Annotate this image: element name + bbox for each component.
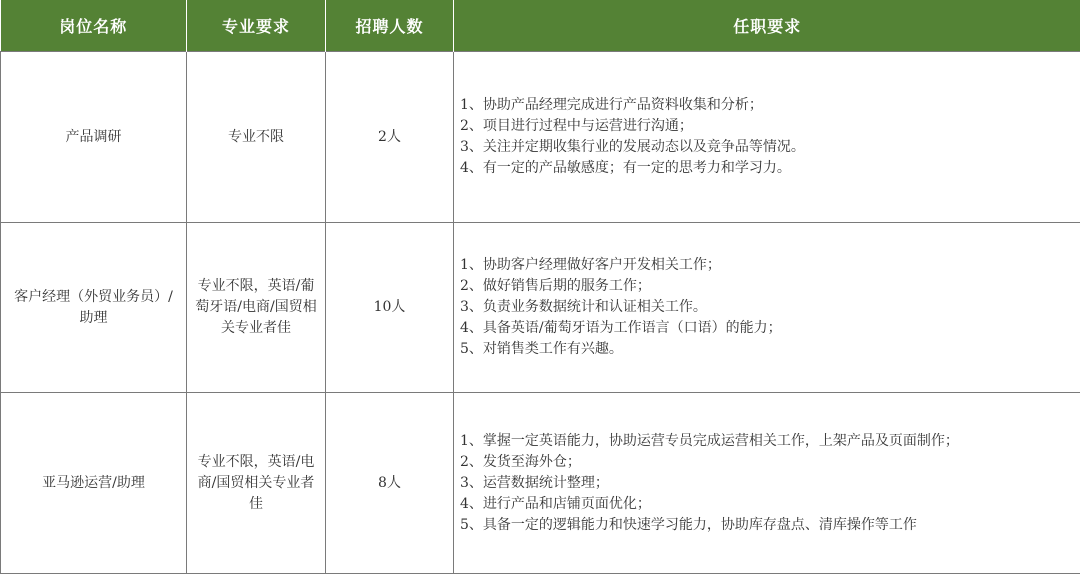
- requirement-line: 2、项目进行过程中与运营进行沟通；: [460, 118, 693, 134]
- requirement-line: 5、具备一定的逻辑能力和快速学习能力，协助库存盘点、清库操作等工作: [460, 516, 917, 533]
- requirement-line: 3、运营数据统计整理；: [460, 474, 609, 491]
- table-row: [1, 223, 1080, 393]
- table-row: [1, 52, 1080, 223]
- header-position: 岗位名称: [1, 0, 187, 52]
- major-text: 专业不限，英语/电商/国贸相关专业者佳: [197, 453, 315, 512]
- requirements-cell: [454, 223, 1080, 393]
- requirements-cell: [454, 393, 1080, 574]
- count-cell: [326, 52, 454, 223]
- requirement-line: 3、负责业务数据统计和认证相关工作。: [460, 299, 707, 315]
- requirement-line: 1、协助产品经理完成进行产品资料收集和分析；: [460, 97, 763, 113]
- count-cell: [326, 223, 454, 393]
- table-row: [1, 393, 1080, 574]
- major-text: 专业不限: [228, 128, 284, 145]
- requirement-line: 4、进行产品和店铺页面优化；: [460, 495, 651, 512]
- major-cell: [187, 223, 326, 393]
- table-header-row: [1, 0, 1080, 52]
- major-cell: [187, 52, 326, 223]
- requirement-line: 1、掌握一定英语能力，协助运营专员完成运营相关工作，上架产品及页面制作；: [460, 432, 959, 449]
- major-cell: [187, 393, 326, 574]
- major-text: 专业不限，英语/葡萄牙语/电商/国贸相关专业者佳: [195, 278, 317, 336]
- position-text: 产品调研: [65, 128, 122, 145]
- count-cell: [326, 393, 454, 574]
- count-text: 8人: [378, 474, 401, 491]
- requirement-line: 4、具备英语/葡萄牙语为工作语言（口语）的能力；: [460, 320, 782, 336]
- requirement-line: 2、发货至海外仓；: [460, 453, 581, 470]
- requirement-line: 2、做好销售后期的服务工作；: [460, 278, 651, 294]
- count-text: 2人: [378, 128, 401, 145]
- requirement-line: 4、有一定的产品敏感度；有一定的思考力和学习力。: [460, 160, 791, 176]
- header-major: 专业要求: [187, 0, 326, 52]
- requirement-line: 3、关注并定期收集行业的发展动态以及竞争品等情况。: [460, 139, 805, 155]
- position-cell: [1, 393, 187, 574]
- count-text: 10人: [373, 299, 406, 315]
- position-text: 亚马逊运营/助理: [42, 474, 145, 491]
- position-cell: [1, 52, 187, 223]
- requirement-line: 1、协助客户经理做好客户开发相关工作；: [460, 257, 721, 273]
- position-text: 客户经理（外贸业务员）/助理: [14, 288, 173, 326]
- position-cell: [1, 223, 187, 393]
- requirements-cell: [454, 52, 1080, 223]
- header-requirements: 任职要求: [454, 0, 1080, 52]
- header-count: 招聘人数: [326, 0, 454, 52]
- requirement-line: 5、对销售类工作有兴趣。: [460, 341, 623, 357]
